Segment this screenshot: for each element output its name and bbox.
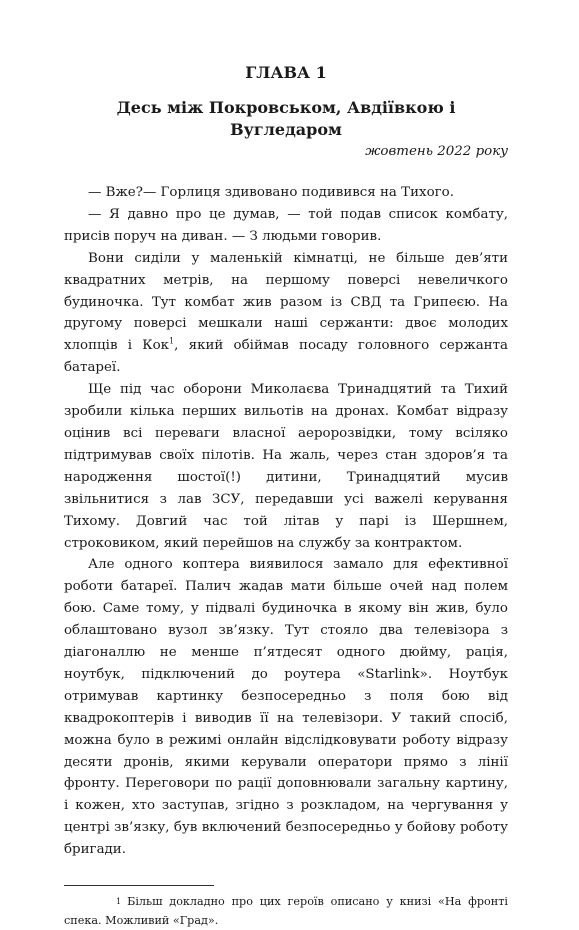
chapter-body [64,182,508,861]
paragraph: Але одного коптера виявилося замало для ефективної роботи батареї. Палич жадав мати більше очей над полем бою. Саме тому, у підвалі будиночка в якому він жив, було облаштовано вузол зв’язку. Тут стояло два телевізора з діагоналлю не менше п’ятдесят одного дюйму, рація, ноутбук, підключений до роутера «Starlink». Ноутбук отримував картинку безпосередньо з поля бою від квадрокоптерів і виводив її на телевізори. У такий спосіб, можна було в режимі онлайн відслідковувати роботу відразу десяти дронів, якими керували оператори прямо з лінії фронту. Переговори по рації доповнювали загальну картину, і кожен, хто заступав, згідно з розкладом, на чергування у центрі зв’язку, був включений безпосередньо у бойову роботу бригади. [64,557,508,858]
book-page [64,62,508,930]
paragraph: — Вже?— Горлиця здивовано подивився на Тихого. [88,185,454,200]
paragraph: Ще під час оборони Миколаєва Тринадцятий та Тихий зробили кілька перших вильотів на дронах. Комбат відразу оцінив всі переваги власної аеророзвідки, тому всіляко підтримував своїх пілотів. На жаль, через стан здоров’я та народження шостої(!) дитини, Тринадцятий мусив звільнитися з лав ЗСУ, передавши усі важелі керування Тихому. Довгий час той літав у парі із Шершнем, строковиком, який перейшов на службу за контрактом. [64,382,508,551]
footnote-text: Більш докладно про цих героїв описано у книзі «На фронті спека. Можливий «Град». [64,895,508,928]
paragraph-text-continued: , який обіймав посаду головного сержанта батареї. [64,338,508,376]
footnote-marker[interactable]: 1 [169,336,175,346]
paragraph: — Я давно про це думав, — той подав список комбату, присів поруч на диван. — З людьми говорив. [64,206,508,244]
paragraph [64,248,508,379]
chapter-title: ГЛАВА 1 [245,63,327,82]
footnote-number: 1 [116,897,122,907]
footnote [64,892,508,930]
footnote-divider [64,885,214,886]
chapter-subtitle: Десь між Покровськом, Авдіївкою і Вугледаром [116,98,456,139]
chapter-date: жовтень 2022 року [365,144,508,159]
paragraph-text: Вони сиділи у маленькій кімнатці, не більше дев’яти квадратних метрів, на першому поверсі невеличкого будиночка. Тут комбат жив разом із СВД та Грипеєю. На другому поверсі мешкали наші сержанти: двоє молодих хлопців і Кок [64,250,508,354]
